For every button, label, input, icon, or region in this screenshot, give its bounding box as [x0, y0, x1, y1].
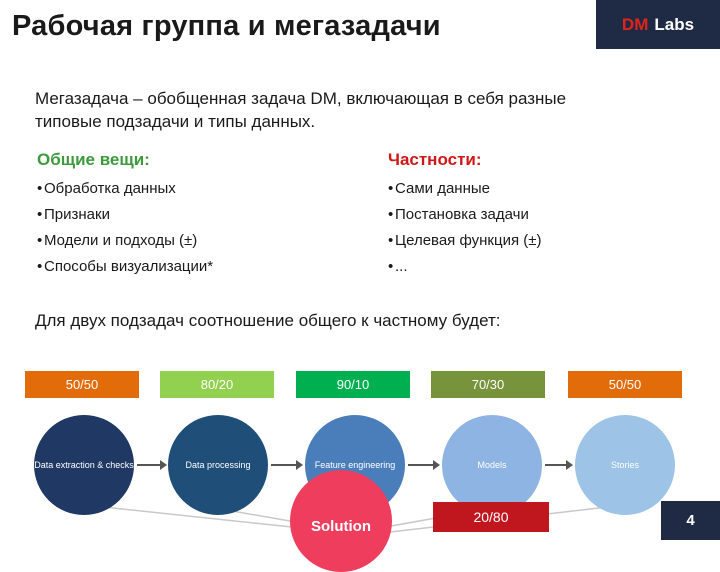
arrow-icon	[545, 464, 571, 466]
list-item: • Модели и подходы (±)	[37, 232, 198, 249]
ratio-caption: Для двух подзадач соотношение общего к частному будет:	[35, 311, 501, 330]
ratio-badge-extraction: 50/50	[25, 371, 139, 398]
ratio-badge-models: 70/30	[431, 371, 545, 398]
solution-circle: Solution	[290, 470, 392, 572]
list-item: • Сами данные	[388, 180, 490, 197]
stage-circle-extraction: Data extraction & checks	[34, 415, 134, 515]
solution-ratio-box: 20/80	[433, 502, 549, 532]
logo-labs: Labs	[654, 14, 695, 34]
slide-title: Рабочая группа и мегазадачи	[12, 10, 441, 42]
ratio-badge-stories: 50/50	[568, 371, 682, 398]
ratio-badge-feature: 90/10	[296, 371, 410, 398]
stage-circle-models: Models	[442, 415, 542, 515]
arrow-icon	[137, 464, 165, 466]
arrow-icon	[408, 464, 438, 466]
ratio-badge-processing: 80/20	[160, 371, 274, 398]
list-item: • Способы визуализации*	[37, 258, 214, 275]
list-item: • Признаки	[37, 206, 110, 223]
list-item: • Постановка задачи	[388, 206, 529, 223]
intro-text: Мегазадача – обобщенная задача DM, включающая в себя разные типовые подзадачи и типы данных.	[35, 89, 567, 131]
list-item: • ...	[388, 258, 408, 275]
list-item: • Целевая функция (±)	[388, 232, 542, 249]
specifics-title: Частности:	[388, 150, 482, 169]
list-item: • Обработка данных	[37, 180, 176, 197]
stage-circle-feature: Feature engineering	[305, 415, 405, 515]
page-number: 4	[661, 501, 720, 540]
logo-dm: DM	[621, 14, 649, 34]
stage-circle-processing: Data processing	[168, 415, 268, 515]
arrow-icon	[271, 464, 301, 466]
stage-circle-stories: Stories	[575, 415, 675, 515]
common-things-title: Общие вещи:	[37, 150, 150, 169]
